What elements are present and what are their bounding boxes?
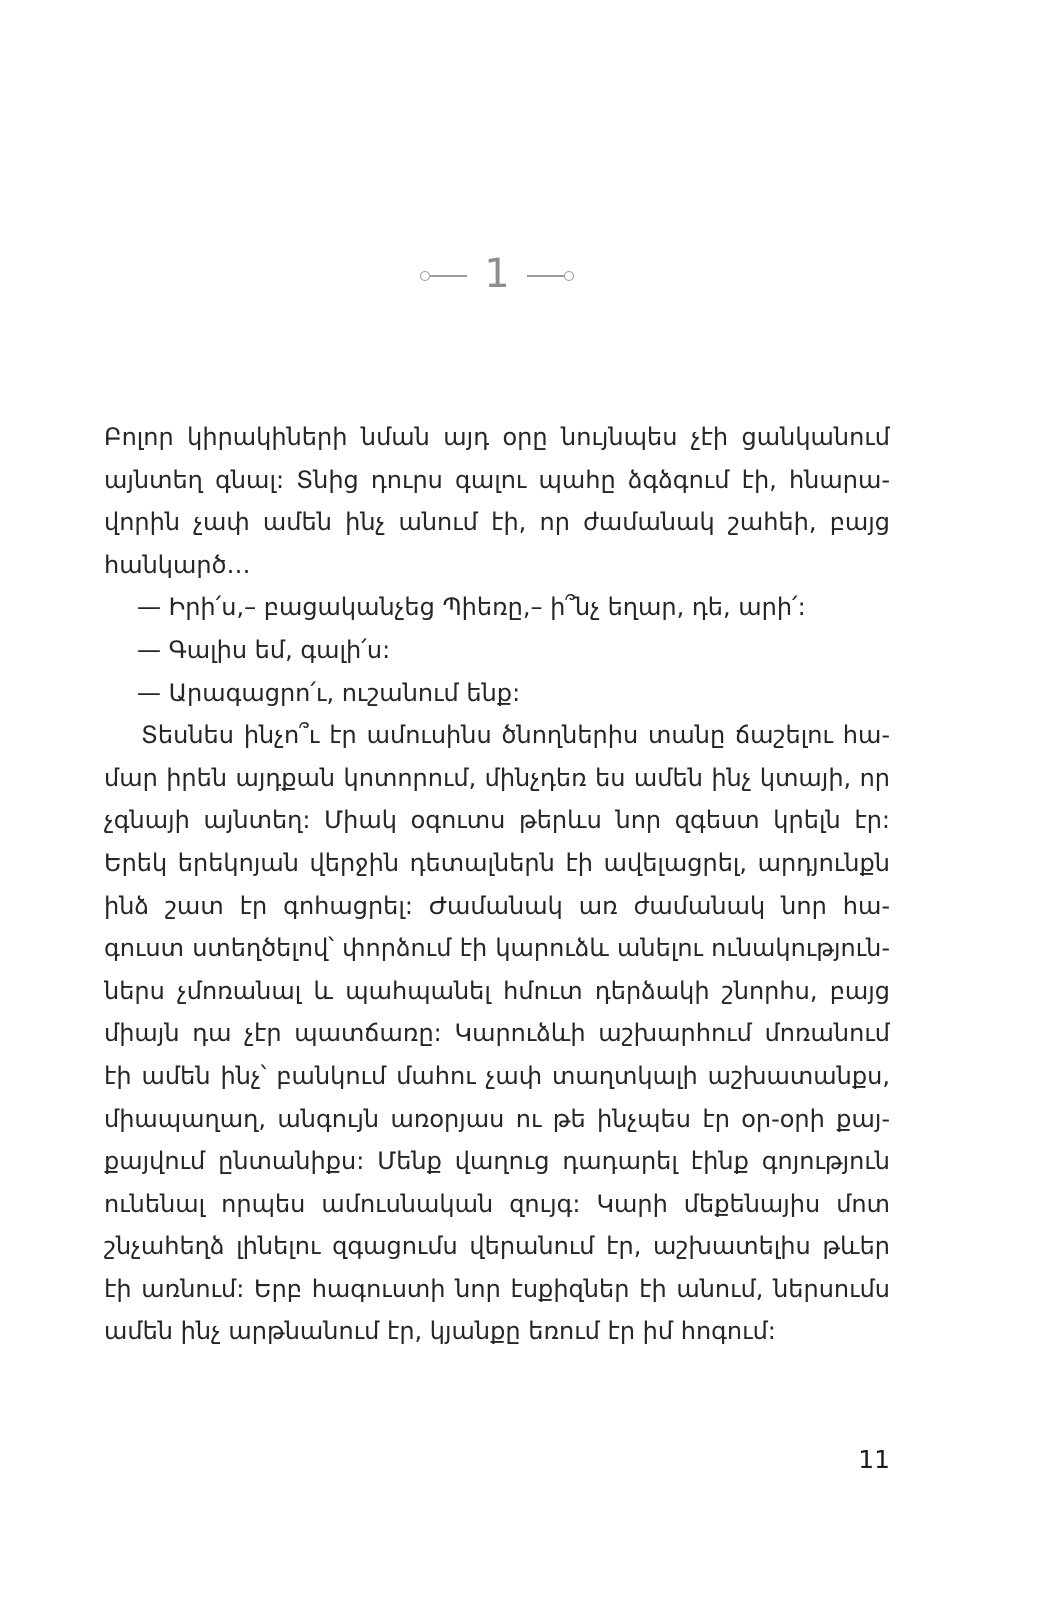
text-line: ինձ շատ էր գոհացրել: Ժամանակ առ ժամանակ նոր հա- — [104, 891, 890, 920]
text-line: էի առնում: Երբ հագուստի նոր էսքիզներ էի անում, ներսումս — [104, 1274, 890, 1303]
text-line: Երեկ երեկոյան վերջին դետալներն էի ավելացրել, արդյունքն — [104, 848, 890, 877]
ornament-circle-icon — [564, 271, 574, 281]
ornament-right-segment — [527, 271, 574, 281]
ornament-left-segment — [420, 271, 467, 281]
text-line: — Գալիս եմ, գալի՛ս: — [137, 635, 391, 664]
text-line: շնչահեղձ լինելու զգացումս վերանում էր, աշխատելիս թևեր — [104, 1232, 890, 1261]
text-block — [104, 416, 890, 1353]
text-line: քայվում ընտանիքս: Մենք վաղուց դադարել էինք գոյություն — [104, 1147, 890, 1176]
text-line: չգնայի այնտեղ: Միակ օգուտս թերևս նոր զգեստ կրելն էր: — [104, 806, 890, 835]
ornament-line — [527, 275, 564, 277]
text-line: ներս չմոռանալ և պահպանել հմուտ դերձակի շնորհս, բայց — [104, 976, 890, 1005]
ornament-line — [430, 275, 467, 277]
text-line: վորին չափ ամեն ինչ անում էի, որ ժամանակ շահեի, բայց — [104, 508, 890, 537]
text-line: — Արագացրո՛ւ, ուշանում ենք: — [137, 678, 521, 707]
text-line: հանկարծ… — [104, 550, 251, 579]
text-line: ամեն ինչ արթնանում էր, կյանքը եռում էր իմ հոգում: — [104, 1317, 776, 1346]
text-line: ունենալ որպես ամուսնական զույգ: Կարի մեքենայիս մոտ — [104, 1189, 890, 1218]
chapter-number: 1 — [484, 251, 510, 297]
text-line: Բոլոր կիրակիների նման այդ օրը նույնպես չէի ցանկանում — [104, 423, 890, 451]
text-line: մար իրեն այդքան կոտորում, մինչդեռ ես ամեն ինչ կտայի, որ — [104, 763, 890, 792]
text-line: գուստ ստեղծելով՝ փորձում էի կարուձև անելու ունակություն- — [104, 934, 890, 963]
page-number: 11 — [858, 1445, 890, 1474]
text-line: Տեսնես ինչո՞ւ էր ամուսինս ծնողներիս տանը ճաշելու հա- — [141, 721, 890, 750]
text-line: միայն դա չէր պատճառը: Կարուձևի աշխարհում մոռանում — [104, 1019, 890, 1048]
text-line: էի ամեն ինչ՝ բանկում մահու չափ տաղտկալի աշխատանքս, — [104, 1061, 890, 1090]
text-line: միապաղաղ, անգույն առօրյաս ու թե ինչպես էր օր-օրի քայ- — [104, 1104, 890, 1133]
chapter-ornament — [104, 252, 890, 300]
text-line: — Իրի՛ս,– բացականչեց Պիեռը,– ի՞նչ եղար, դե, արի՛: — [137, 593, 806, 622]
text-line: այնտեղ գնալ: Տնից դուրս գալու պահը ձգձգում էի, հնարա- — [104, 465, 890, 494]
ornament-circle-icon — [420, 271, 430, 281]
